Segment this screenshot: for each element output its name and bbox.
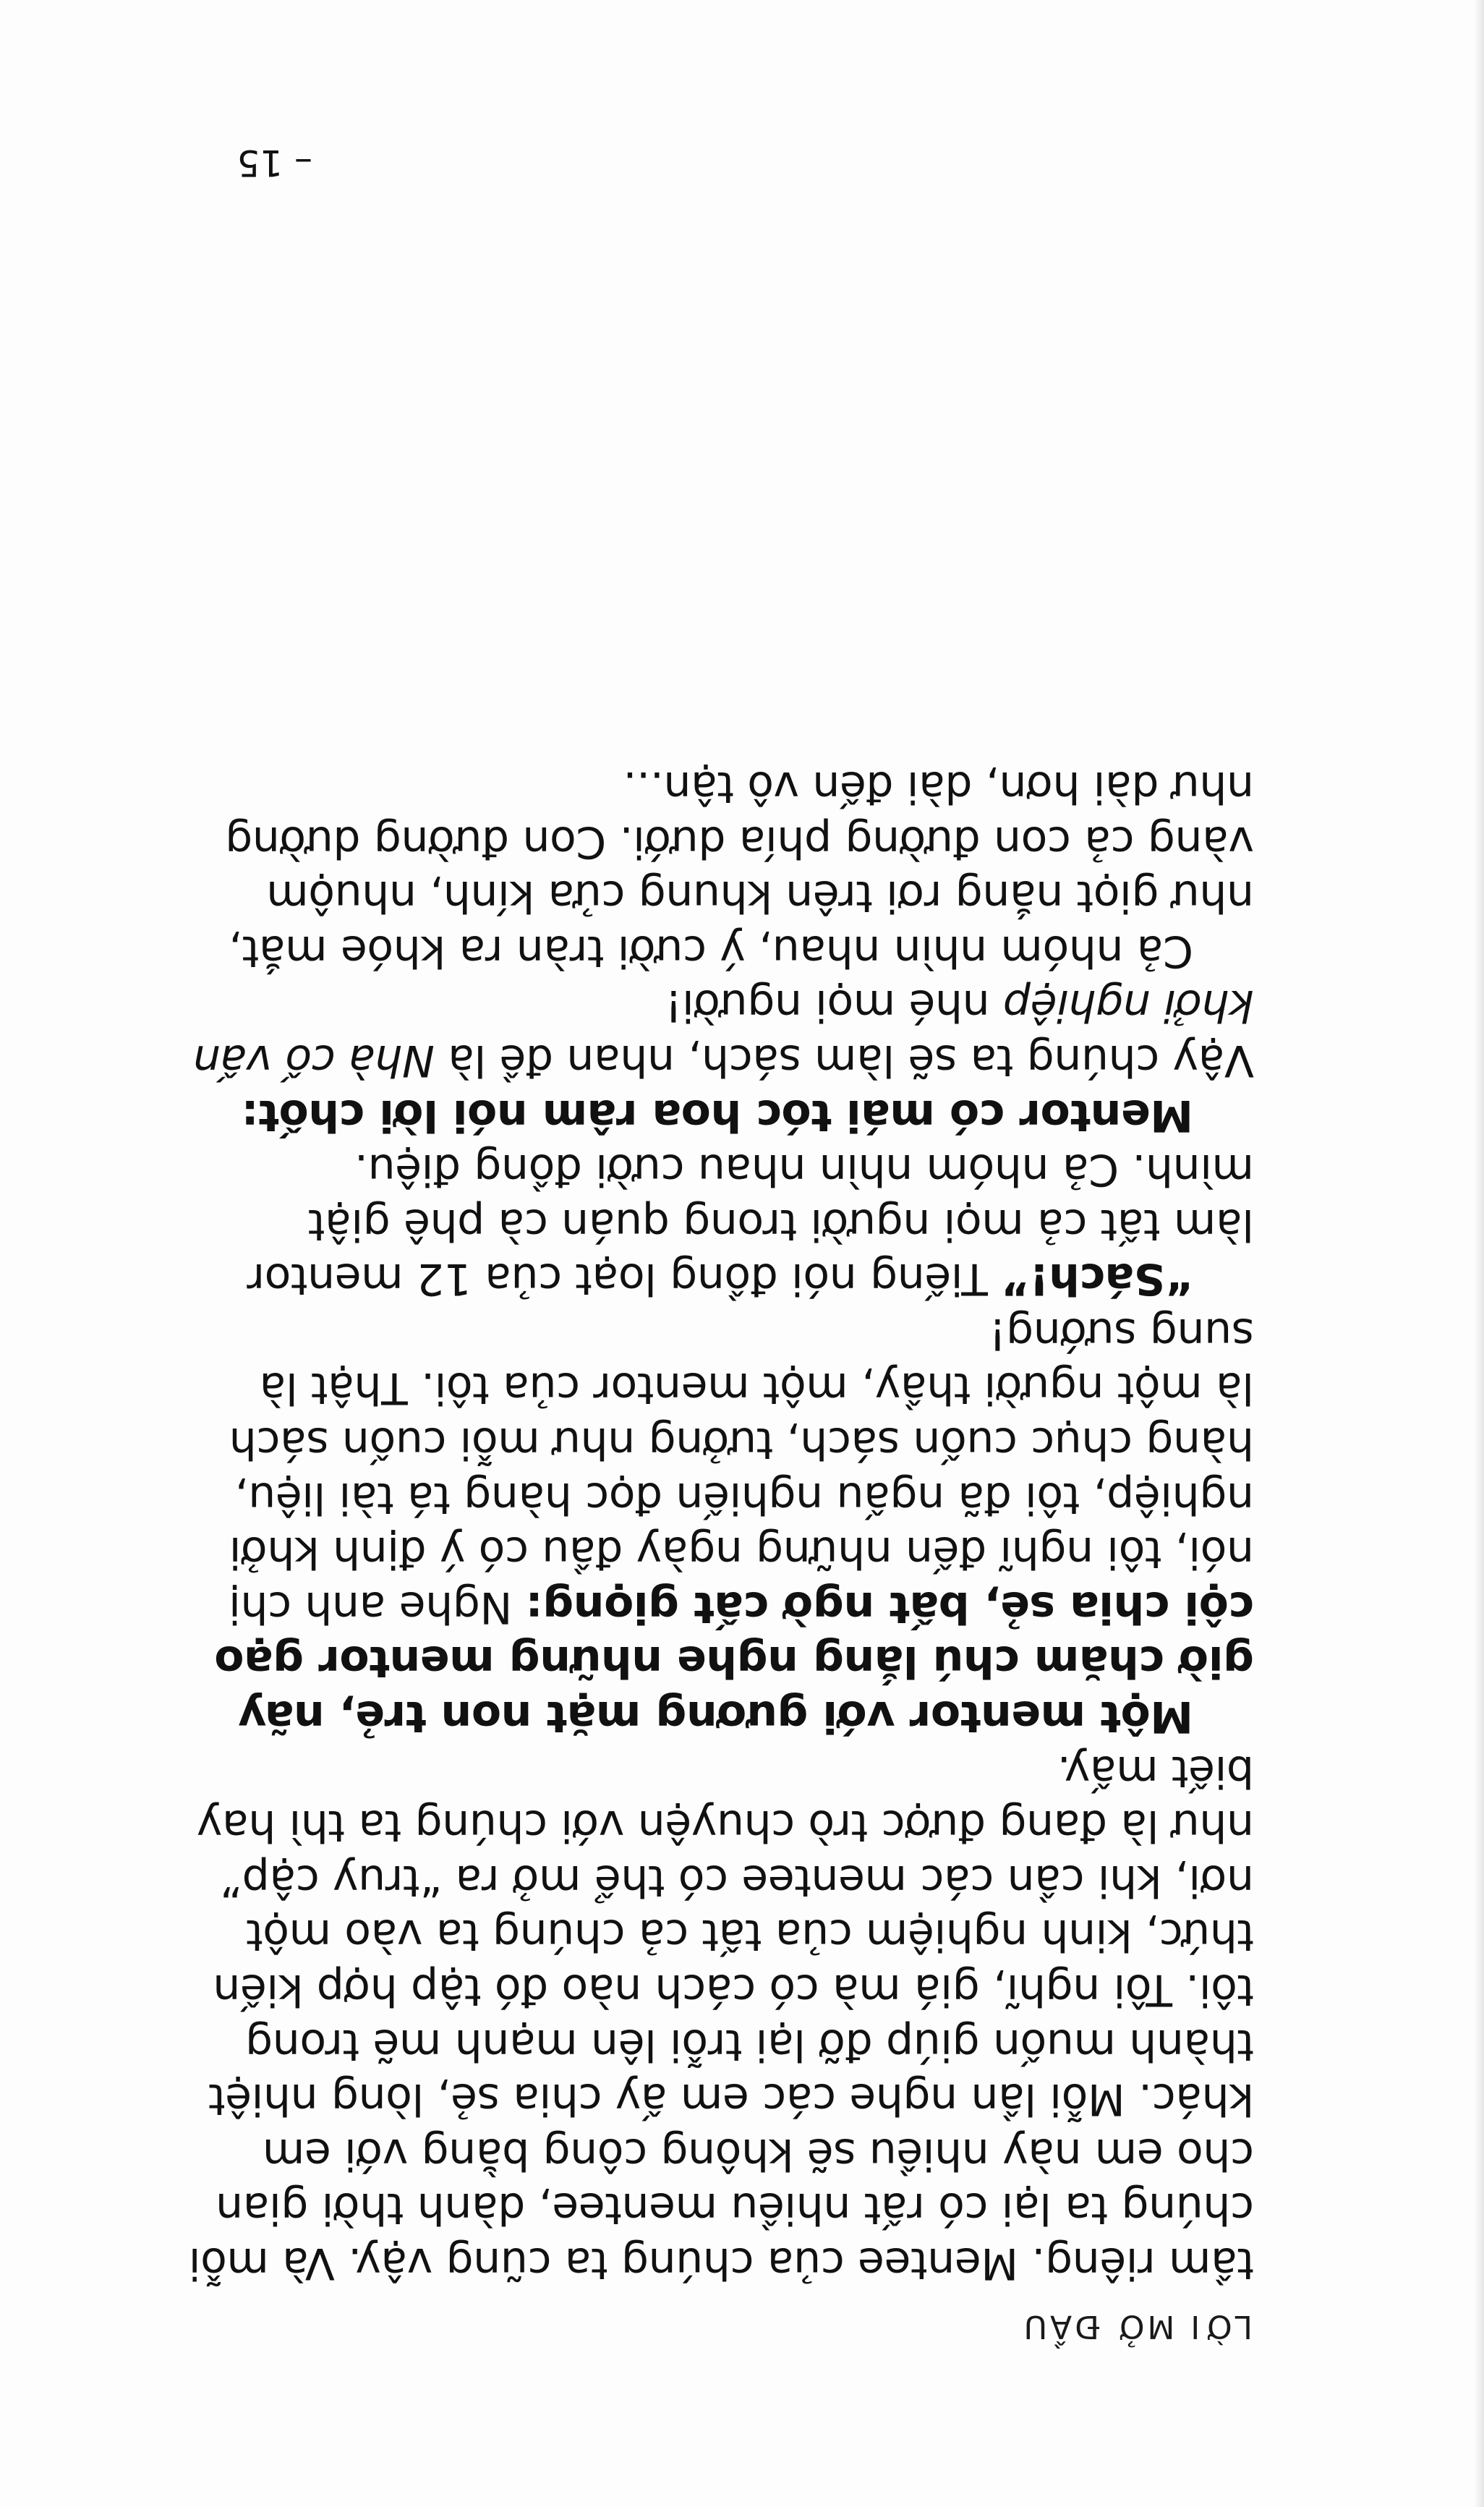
- paragraph-4-text-after: nhé mọi người!: [665, 980, 1004, 1031]
- paragraph-2-bold-lead: Một mentor với gương mặt non trẻ, nãy giờ chăm chú lắng nghe những mentor gạo cội chia sẻ, bất ngờ cất giọng:: [214, 1581, 1254, 1742]
- paragraph-3: [184, 1142, 1254, 1306]
- body-text: [184, 759, 1254, 2290]
- paragraph-4-text-before: Vậy chúng ta sẽ làm sách, nhan đề là: [434, 1034, 1254, 1086]
- paragraph-3-bold-lead: “Sách!”: [1001, 1254, 1193, 1305]
- paragraph-4-bold-lead: Mentor có mái tóc hoa râm nói lời chốt:: [241, 1089, 1193, 1141]
- paragraph-5: Cả nhóm nhìn nhau, ý cười tràn ra khóe mắt, như giọt nắng rơi trên khung cửa kính, nhuộm vàng cả con đường phía dưới. Con đường dường như dài hơn, dài đến vô tận...: [225, 761, 1254, 976]
- page-edge-shadow: [1474, 0, 1484, 2507]
- running-head: LỜI MỞ ĐẦU: [1020, 2308, 1253, 2345]
- paragraph-3-text: Tiếng nói đồng loạt của 12 mentor làm tất cả mọi người trong quán cà phê giật mình. Cả nhóm nhìn nhau cười đồng điệu.: [247, 1144, 1254, 1305]
- paragraph-4: [184, 978, 1254, 1142]
- paragraph-2-text: Nghe anh chị nói, tôi nghĩ đến những ngày đầu có ý định khởi nghiệp, tôi đã ngấu nghiến đọc hàng tá tài liệu, hàng chục cuốn sách, tưởng như mỗi cuốn sách là một người thầy, một mentor của tôi. Thật là sung sướng!: [229, 1308, 1254, 1633]
- paragraph-1: tầm riêng. Mentee của chúng ta cũng vậy. Và mỗi chúng ta lại có rất nhiều mentee, dành thời gian cho em này nhiều sẽ không công bằng với em khác. Mỗi lần nghe các em ấy chia sẻ, lòng nhiệt thành muốn giúp đỡ lại trỗi lên mạnh mẽ trong tôi. Tôi nghĩ, giá mà có cách nào đó tập hợp kiến thức, kinh nghiệm của tất cả chúng ta vào một nơi, khi cần các mentee có thể mở ra “truy cập” như là đang được trò chuyện với chúng ta thì hay biết mấy.: [189, 1745, 1254, 2289]
- page-number: – 15: [236, 142, 312, 184]
- book-title-italic: Nhà cố vấn khởi nghiệp: [193, 980, 1254, 1086]
- paragraph-2: [184, 1306, 1254, 1743]
